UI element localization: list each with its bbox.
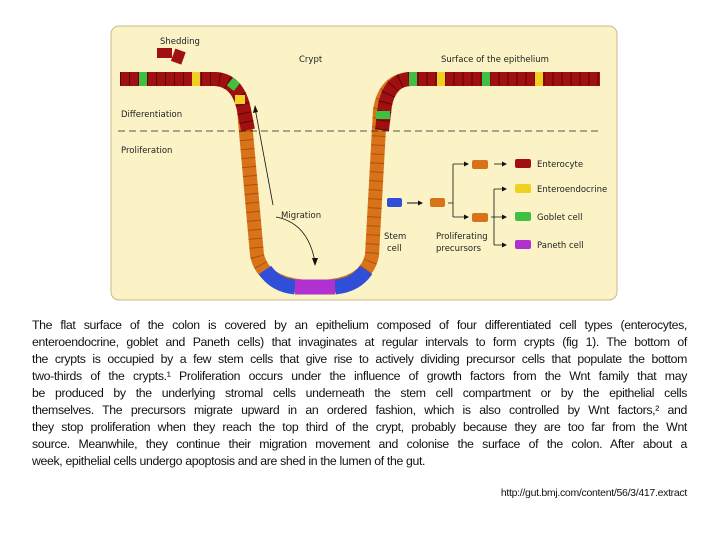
label-proliferation: Proliferation xyxy=(121,146,173,156)
paragraph-line: two-thirds of the crypts.¹ Proliferation occurs under the influence of growth factors from the Wnt family that may xyxy=(32,369,687,383)
label-cell: cell xyxy=(387,244,402,254)
precursor-icon xyxy=(430,198,445,207)
legend-label: Paneth cell xyxy=(537,241,584,251)
goblet-cell xyxy=(482,72,490,86)
legend-swatch xyxy=(515,159,531,168)
label-surface: Surface of the epithelium xyxy=(441,55,549,65)
body-paragraph xyxy=(32,317,687,470)
precursor-icon xyxy=(472,160,488,169)
paragraph-line: source. Meanwhile, they continue their migration movement and colonise the surface of the colon. After about a xyxy=(32,437,687,451)
legend-label: Enterocyte xyxy=(537,160,584,170)
source-link[interactable]: http://gut.bmj.com/content/56/3/417.extract xyxy=(500,487,687,499)
precursor-icon xyxy=(472,213,488,222)
paragraph-line: The flat surface of the colon is covered by an epithelium composed of four differentiated cell types (enterocytes, xyxy=(32,318,687,332)
paragraph-line: be produced by the underlying stromal cells underneath the stem cell compartment or by the epithelial cells xyxy=(32,386,687,400)
paragraph-line: themselves. The precursors migrate upward in an ordered fashion, which is also controlled by Wnt factors,² and xyxy=(32,403,687,417)
paragraph-line: week, epithelial cells undergo apoptosis and are shed in the lumen of the gut. xyxy=(32,454,426,468)
enteroendocrine-cell xyxy=(535,72,543,86)
label-precursors: precursors xyxy=(436,244,482,254)
legend-swatch xyxy=(515,212,531,221)
paragraph-line: they stop proliferation when they reach the top third of the crypt, probably because they are too far from the Wnt xyxy=(32,420,687,434)
shed-cell xyxy=(157,48,172,58)
goblet-cell xyxy=(376,111,390,119)
legend-swatch xyxy=(515,240,531,249)
crypt-diagram xyxy=(110,25,618,301)
enteroendocrine-cell xyxy=(235,95,245,104)
legend-label: Goblet cell xyxy=(537,213,583,223)
stem-cell-icon xyxy=(387,198,402,207)
enteroendocrine-cell xyxy=(192,72,200,86)
label-shedding: Shedding xyxy=(160,37,200,47)
legend-label: Enteroendocrine xyxy=(537,185,608,195)
enteroendocrine-cell xyxy=(437,72,445,86)
goblet-cell xyxy=(139,72,147,86)
label-crypt: Crypt xyxy=(299,55,323,65)
legend-swatch xyxy=(515,184,531,193)
label-stem: Stem xyxy=(384,232,407,242)
paragraph-line: enteroendocrine, goblet and Paneth cells) that invaginates at regular intervals to form crypts (fig 1). The bottom of xyxy=(32,335,687,349)
paragraph-line: the crypts is occupied by a few stem cells that give rise to actively dividing precursor cells that populate the bottom xyxy=(32,352,687,366)
goblet-cell xyxy=(409,72,417,86)
label-differentiation: Differentiation xyxy=(121,110,183,120)
label-proliferating: Proliferating xyxy=(436,232,488,242)
label-migration: Migration xyxy=(281,211,322,221)
